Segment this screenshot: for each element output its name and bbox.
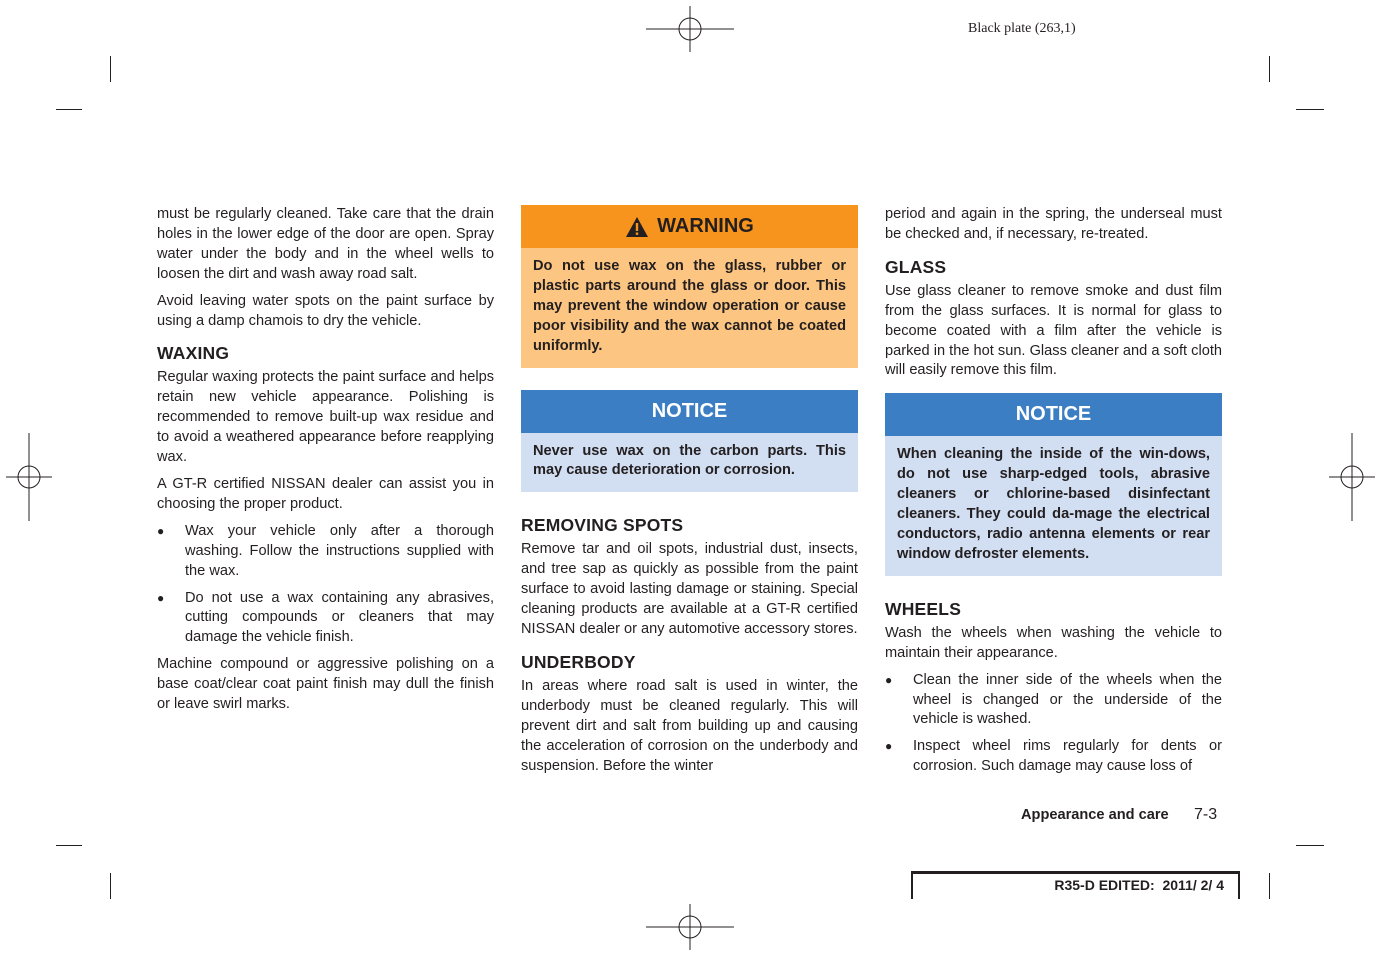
page-number: 7-3 bbox=[1194, 806, 1218, 823]
body-paragraph: Use glass cleaner to remove smoke and dust film from the glass surfaces. It is normal for glass to become coated with a film after the vehicle is parked in the hot sun. Glass cleaner and a soft cloth will easily remove this film. bbox=[885, 282, 1222, 379]
list-item bbox=[157, 589, 494, 649]
body-paragraph: Wash the wheels when washing the vehicle to maintain their appearance. bbox=[885, 624, 1222, 661]
notice-box bbox=[521, 390, 858, 493]
list-item bbox=[157, 522, 494, 582]
registration-mark-right bbox=[1329, 433, 1375, 521]
warning-box bbox=[521, 205, 858, 368]
plate-label: Black plate (263,1) bbox=[968, 21, 1076, 36]
registration-mark-bottom bbox=[646, 904, 734, 950]
list-item-text: Wax your vehicle only after a thorough washing. Follow the instructions supplied with the wax. bbox=[185, 522, 494, 579]
body-paragraph: Avoid leaving water spots on the paint surface by using a damp chamois to dry the vehicle. bbox=[157, 292, 494, 329]
edited-stamp-text: R35-D EDITED: 2011/ 2/ 4 bbox=[1054, 877, 1224, 893]
bullet-list-wheels bbox=[885, 671, 1222, 778]
list-item-text: Do not use a wax containing any abrasives, cutting compounds or cleaners that may damage the vehicle finish. bbox=[185, 589, 494, 646]
notice-box bbox=[885, 393, 1222, 575]
heading-underbody: UNDERBODY bbox=[521, 651, 636, 672]
warning-title: WARNING bbox=[657, 215, 754, 237]
list-item bbox=[885, 671, 1222, 731]
heading-glass: GLASS bbox=[885, 256, 947, 277]
registration-mark-top bbox=[646, 6, 734, 52]
body-paragraph: period and again in the spring, the underseal must be checked and, if necessary, re-treated. bbox=[885, 206, 1222, 242]
body-paragraph: Regular waxing protects the paint surface and helps retain new vehicle appearance. Polishing is recommended to remove built-up wax residue and to avoid a weathered appearance before reapplying wax. bbox=[157, 369, 494, 466]
column-left bbox=[157, 205, 494, 722]
bullet-icon: ● bbox=[157, 523, 165, 538]
notice-header: NOTICE bbox=[521, 390, 858, 433]
heading-removing-spots: REMOVING SPOTS bbox=[521, 515, 684, 536]
footer-section-title: Appearance and care bbox=[1021, 807, 1169, 823]
warning-header bbox=[521, 205, 858, 248]
bullet-icon: ● bbox=[157, 590, 165, 605]
notice-header: NOTICE bbox=[885, 393, 1222, 436]
body-paragraph: Remove tar and oil spots, industrial dust, insects, and tree sap as quickly as possible from the paint surface to avoid lasting damage or staining. Special cleaning products are available at a GT-R certified NISSAN dealer or any automotive accessory stores. bbox=[521, 541, 858, 637]
edited-stamp bbox=[911, 871, 1240, 899]
column-right bbox=[885, 205, 1222, 784]
heading-wheels: WHEELS bbox=[885, 598, 962, 619]
body-paragraph: In areas where road salt is used in winter, the underbody must be cleaned regularly. This will prevent dirt and salt from building up and causing the acceleration of corrosion on the underbody and suspension. Before the winter bbox=[521, 677, 858, 774]
column-middle bbox=[521, 205, 858, 783]
warning-triangle-icon bbox=[625, 216, 649, 238]
list-item bbox=[885, 737, 1222, 777]
body-paragraph: Machine compound or aggressive polishing on a base coat/clear coat paint finish may dull the finish or leave swirl marks. bbox=[157, 656, 494, 713]
body-paragraph: must be regularly cleaned. Take care that the drain holes in the lower edge of the door are open. Spray water under the body and in the wheel wells to loosen the dirt and wash away road salt. bbox=[157, 206, 494, 282]
notice-body: When cleaning the inside of the win-dows, do not use sharp-edged tools, abrasive cleaners or chlorine-based disinfectant cleaners. They could da-mage the electrical conductors, radio antenna elements or rear window defroster elements. bbox=[885, 436, 1222, 575]
bullet-icon: ● bbox=[885, 739, 893, 754]
registration-mark-left bbox=[6, 433, 52, 521]
list-item-text: Inspect wheel rims regularly for dents or corrosion. Such damage may cause loss of bbox=[913, 738, 1222, 775]
bullet-list-waxing bbox=[157, 522, 494, 648]
notice-body: Never use wax on the carbon parts. This may cause deterioration or corrosion. bbox=[521, 433, 858, 493]
body-paragraph: A GT-R certified NISSAN dealer can assist you in choosing the proper product. bbox=[157, 475, 494, 512]
warning-body: Do not use wax on the glass, rubber or plastic parts around the glass or door. This may prevent the window operation or cause poor visibility and the wax cannot be coated uniformly. bbox=[521, 248, 858, 368]
list-item-text: Clean the inner side of the wheels when the wheel is changed or the underside of the vehicle is washed. bbox=[913, 671, 1222, 728]
bullet-icon: ● bbox=[885, 672, 893, 687]
heading-waxing: WAXING bbox=[157, 343, 230, 364]
